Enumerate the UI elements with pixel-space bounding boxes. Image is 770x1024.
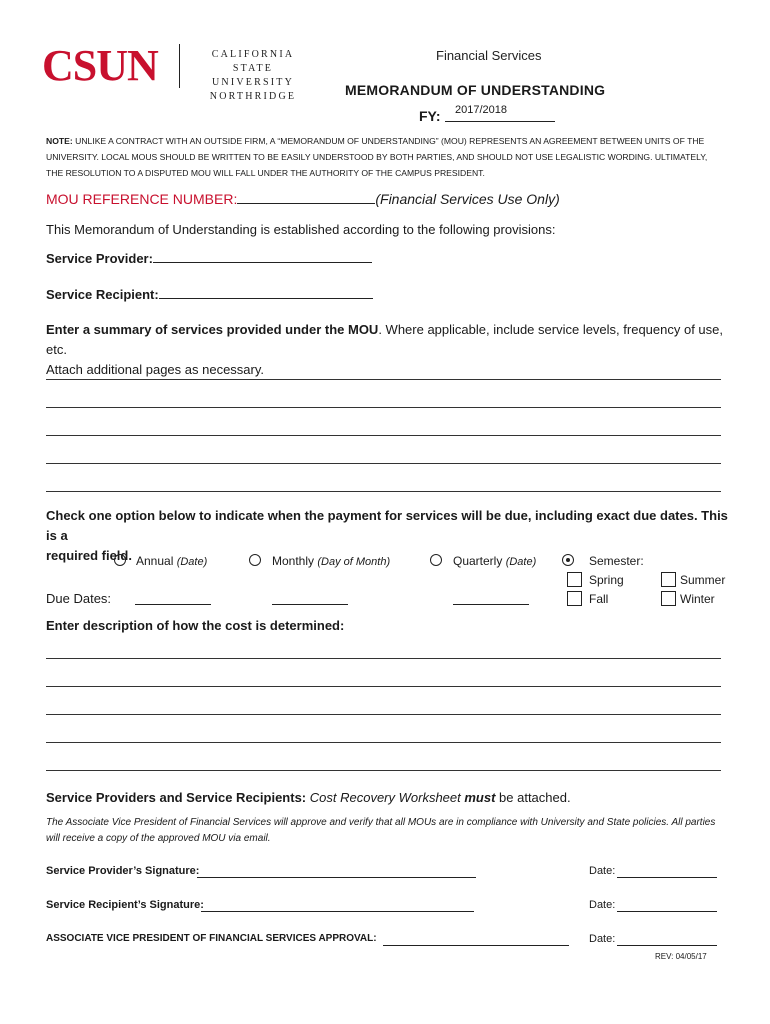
winter-checkbox[interactable] xyxy=(661,591,676,606)
department-name: Financial Services xyxy=(436,48,542,63)
payment-instruction-line1: Check one option below to indicate when the payment for services will be due, including exact due dates. This is a xyxy=(46,508,728,543)
winter-label: Winter xyxy=(680,592,715,606)
summary-line[interactable] xyxy=(46,379,721,380)
fy-label: FY: xyxy=(419,108,441,124)
note-paragraph xyxy=(46,133,726,181)
monthly-label: Monthly xyxy=(272,554,318,568)
avp-approval-label: ASSOCIATE VICE PRESIDENT OF FINANCIAL SERVICES APPROVAL: xyxy=(46,933,377,944)
service-recipient-row xyxy=(46,286,373,302)
spring-checkbox[interactable] xyxy=(567,572,582,587)
avp-date-label: Date: xyxy=(589,933,616,945)
annual-option xyxy=(136,554,207,568)
cost-line[interactable] xyxy=(46,714,721,715)
university-line-1: CALIFORNIA xyxy=(211,49,295,60)
service-recipient-field[interactable] xyxy=(159,286,373,299)
annual-due-date-field[interactable] xyxy=(135,604,211,605)
revision-label: REV: 04/05/17 xyxy=(655,952,707,961)
university-line-2: STATE UNIVERSITY xyxy=(212,63,294,88)
summary-rest: . Where applicable, include service levels, frequency of use, etc. xyxy=(46,322,724,357)
worksheet-must: must xyxy=(464,790,496,805)
fy-value[interactable]: 2017/2018 xyxy=(455,104,507,116)
summary-instruction xyxy=(46,320,736,380)
quarterly-option xyxy=(453,554,536,568)
csun-logo: CSUN xyxy=(42,41,158,90)
provider-date-label: Date: xyxy=(589,865,616,877)
intro-text: This Memorandum of Understanding is established according to the following provisions: xyxy=(46,222,556,237)
semester-label: Semester: xyxy=(589,554,644,568)
quarterly-due-date-field[interactable] xyxy=(453,604,529,605)
cost-description-label: Enter description of how the cost is determined: xyxy=(46,618,345,633)
due-dates-label: Due Dates: xyxy=(46,591,112,606)
provider-signature-label: Service Provider’s Signature: xyxy=(46,865,200,877)
service-recipient-label: Service Recipient: xyxy=(46,287,159,302)
avp-approval-field[interactable] xyxy=(383,945,569,946)
approval-note: The Associate Vice President of Financial Services will approve and verify that all MOUs are in compliance with University and State policies. All parties will receive a copy of the approved MOU via email. xyxy=(46,817,716,844)
quarterly-hint: (Date) xyxy=(505,556,537,568)
logo-divider xyxy=(179,44,180,88)
monthly-radio[interactable] xyxy=(249,554,261,566)
payment-instruction-line2: required field. xyxy=(46,548,132,563)
semester-radio[interactable] xyxy=(562,554,574,566)
cost-line[interactable] xyxy=(46,658,721,659)
annual-radio[interactable] xyxy=(114,554,126,566)
cost-line[interactable] xyxy=(46,686,721,687)
provider-signature-field[interactable] xyxy=(197,877,476,878)
cost-line[interactable] xyxy=(46,742,721,743)
summer-checkbox[interactable] xyxy=(661,572,676,587)
worksheet-rest: be attached. xyxy=(495,790,571,805)
summary-line[interactable] xyxy=(46,407,721,408)
document-title: MEMORANDUM OF UNDERSTANDING xyxy=(345,82,606,98)
monthly-hint: (Day of Month) xyxy=(317,556,391,568)
avp-date-field[interactable] xyxy=(617,945,717,946)
fall-label: Fall xyxy=(589,592,609,606)
spring-label: Spring xyxy=(589,573,624,587)
summary-line2: Attach additional pages as necessary. xyxy=(46,362,265,377)
recipient-signature-label: Service Recipient’s Signature: xyxy=(46,899,204,911)
university-name xyxy=(191,48,315,104)
fy-field-line[interactable] xyxy=(445,121,555,122)
service-provider-field[interactable] xyxy=(153,250,372,263)
recipient-date-field[interactable] xyxy=(617,911,717,912)
annual-label: Annual xyxy=(136,554,177,568)
worksheet-italic: Cost Recovery Worksheet xyxy=(306,790,465,805)
worksheet-bold: Service Providers and Service Recipients: xyxy=(46,790,307,805)
note-label: NOTE: xyxy=(46,136,73,146)
service-provider-label: Service Provider: xyxy=(46,251,153,266)
recipient-date-label: Date: xyxy=(589,899,616,911)
quarterly-radio[interactable] xyxy=(430,554,442,566)
worksheet-note xyxy=(46,790,571,805)
mou-ref-field[interactable] xyxy=(237,191,375,204)
summary-bold: Enter a summary of services provided under the MOU xyxy=(46,322,379,337)
summary-line[interactable] xyxy=(46,463,721,464)
summary-line[interactable] xyxy=(46,435,721,436)
summer-label: Summer xyxy=(680,573,726,587)
mou-reference xyxy=(46,191,560,207)
university-line-3: NORTHRIDGE xyxy=(209,91,297,102)
annual-hint: (Date) xyxy=(176,556,208,568)
summary-line[interactable] xyxy=(46,491,721,492)
recipient-signature-field[interactable] xyxy=(201,911,474,912)
monthly-due-date-field[interactable] xyxy=(272,604,348,605)
quarterly-label: Quarterly xyxy=(453,554,506,568)
cost-line[interactable] xyxy=(46,770,721,771)
monthly-option xyxy=(272,554,390,568)
mou-ref-hint: (Financial Services Use Only) xyxy=(375,191,560,207)
provider-date-field[interactable] xyxy=(617,877,717,878)
fall-checkbox[interactable] xyxy=(567,591,582,606)
mou-ref-label: MOU REFERENCE NUMBER: xyxy=(46,191,238,207)
service-provider-row xyxy=(46,250,372,266)
note-text: UNLIKE A CONTRACT WITH AN OUTSIDE FIRM, A “MEMORANDUM OF UNDERSTANDING” (MOU) REPRESENTS AN AGREEMENT BETWEEN UNITS OF THE UNIVERSITY. LOCAL MOUS SHOULD BE WRITTEN TO BE EASILY UNDERSTOOD BY BOTH PARTIES, AND SHOULD NOT USE LEGALISTIC WORDING. ULTIMATELY, THE RESOLUTION TO A DISPUTED MOU WILL FALL UNDER THE AUTHORITY OF THE CAMPUS PRESIDENT. xyxy=(46,136,708,178)
